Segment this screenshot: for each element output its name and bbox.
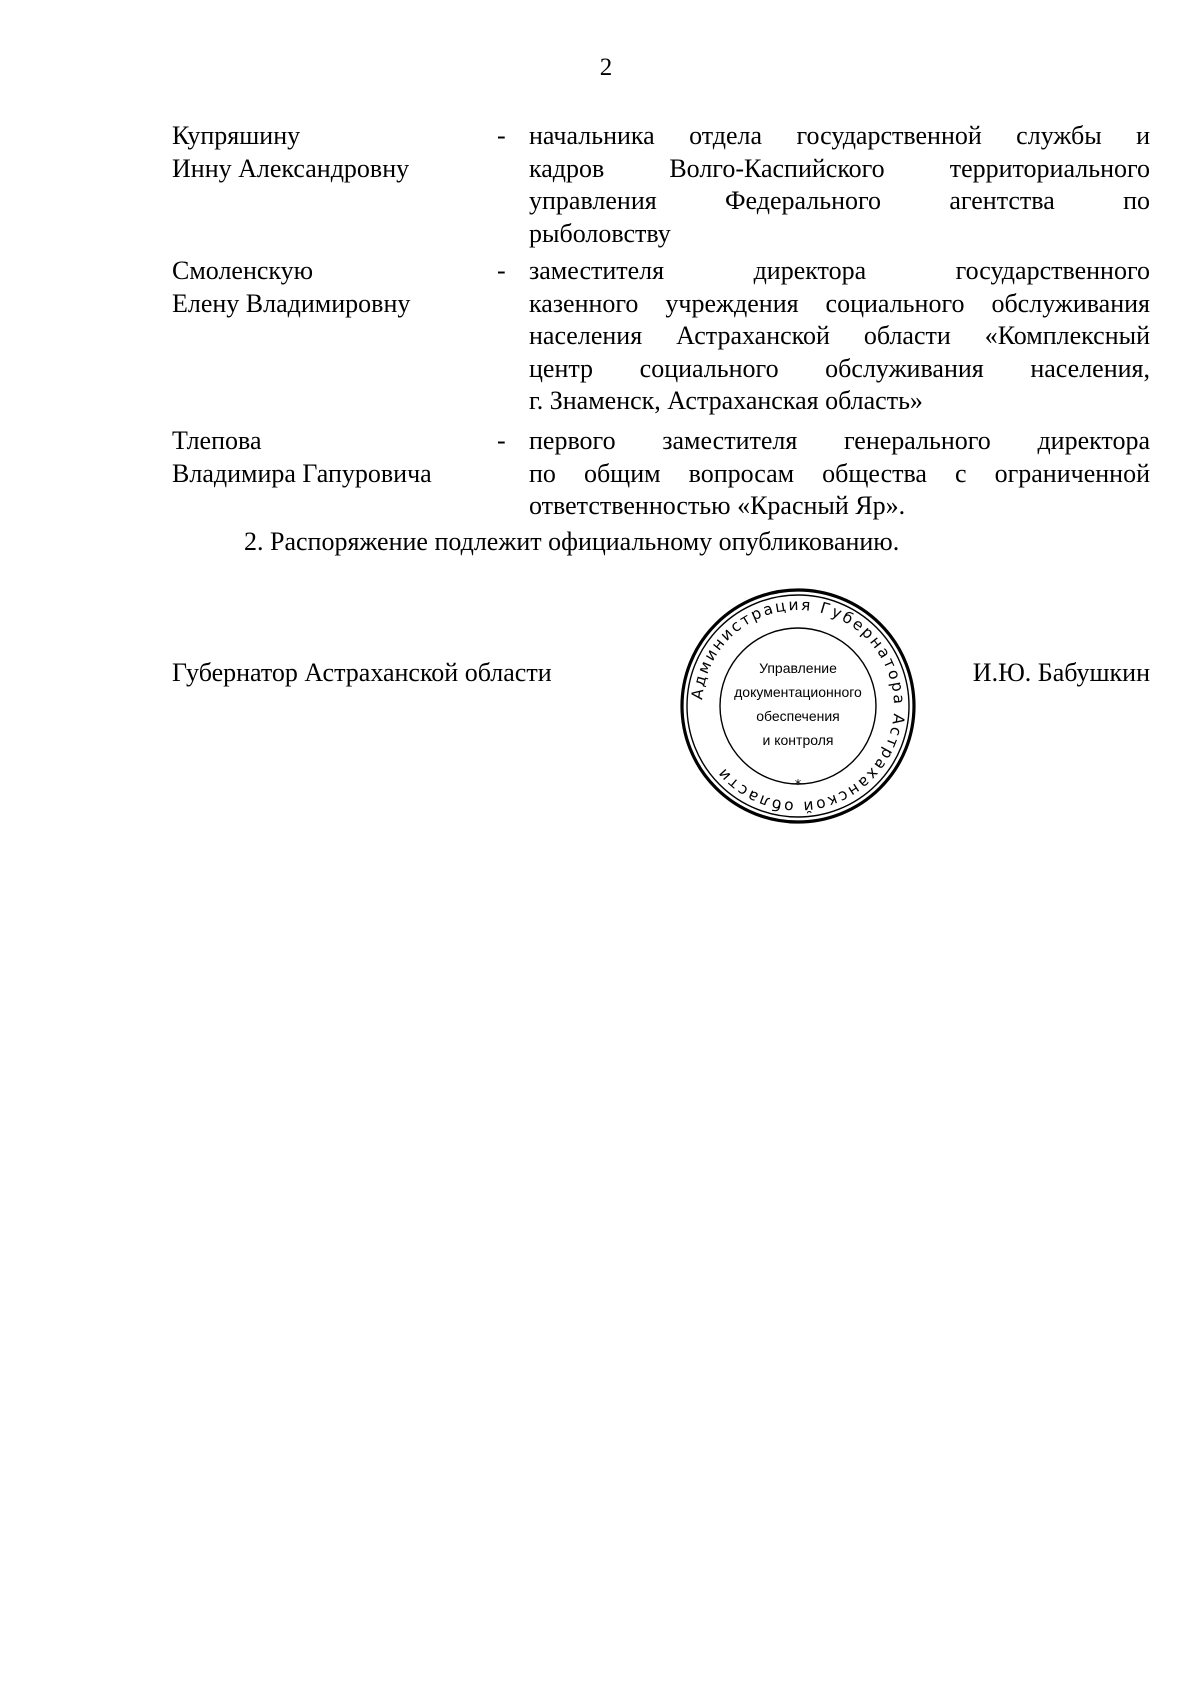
seal-inner-ring — [720, 628, 876, 784]
member-given-names: Елену Владимировну — [172, 288, 411, 318]
member-surname: Купряшину — [172, 121, 301, 150]
position-line: заместителя директора государственного — [529, 256, 1150, 285]
member-position — [529, 425, 1150, 523]
seal-inner-line: обеспечения — [756, 708, 840, 724]
member-name — [172, 425, 492, 490]
position-line: управления Федерального агентства по — [529, 186, 1150, 215]
position-line: первого заместителя генерального директора — [529, 426, 1150, 455]
seal-inner-line: Управление — [759, 660, 837, 676]
signatory-title: Губернатор Астраханской области — [172, 658, 552, 687]
position-line: г. Знаменск, Астраханская область» — [529, 386, 923, 415]
position-line: населения Астраханской области «Комплексный — [529, 321, 1150, 350]
dash-separator: - — [497, 426, 506, 455]
seal-inner-text — [734, 660, 862, 748]
position-line: рыболовству — [529, 218, 671, 248]
member-position — [529, 255, 1150, 418]
member-given-names: Владимира Гапуровича — [172, 458, 432, 488]
position-line: по общим вопросам общества с ограниченной — [529, 458, 1150, 488]
page-number: 2 — [599, 54, 613, 81]
member-position — [529, 120, 1150, 250]
position-line: кадров Волго-Каспийского территориального — [529, 153, 1150, 183]
member-surname: Смоленскую — [172, 256, 314, 285]
official-seal — [678, 586, 918, 826]
signatory-name: И.Ю. Бабушкин — [972, 658, 1150, 687]
seal-outer-text-path: Администрация Губернатора Астраханской области — [688, 595, 909, 817]
position-line: начальника отдела государственной службы и — [529, 121, 1150, 150]
dash-separator: - — [497, 256, 506, 285]
paragraph-publication: 2. Распоряжение подлежит официальному опубликованию. — [244, 527, 900, 556]
member-name — [172, 120, 492, 185]
position-line: казенного учреждения социального обслуживания — [529, 288, 1150, 318]
member-surname: Тлепова — [172, 426, 262, 455]
seal-inner-line: и контроля — [762, 732, 834, 748]
dash-separator: - — [497, 121, 506, 150]
seal-inner-line: документационного — [734, 684, 862, 700]
member-name — [172, 255, 492, 320]
seal-star: * — [794, 778, 802, 793]
position-line: центр социального обслуживания населения, — [529, 353, 1150, 383]
member-given-names: Инну Александровну — [172, 153, 410, 183]
position-line: ответственностью «Красный Яр». — [529, 491, 906, 520]
